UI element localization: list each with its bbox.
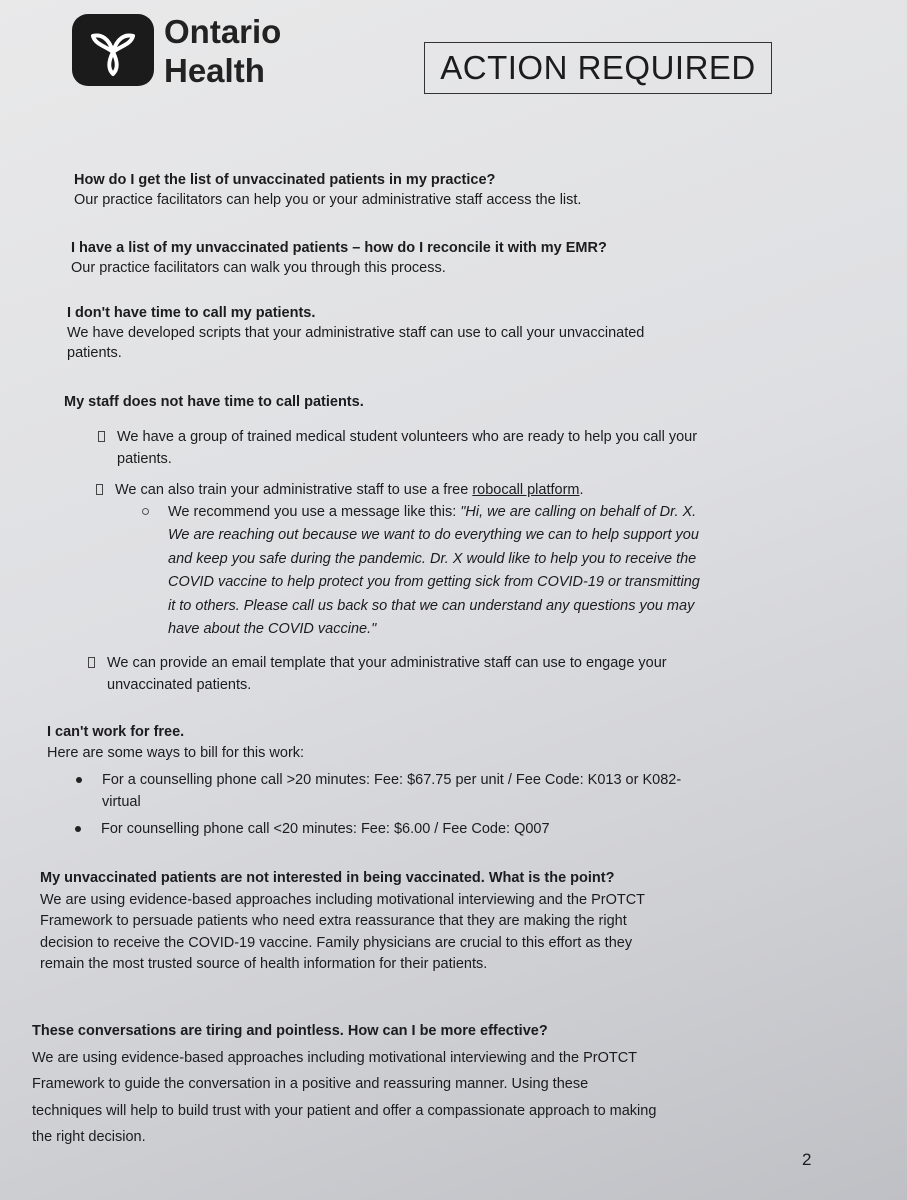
option-student-volunteers [117,426,697,470]
ontario-health-wordmark [164,12,281,90]
billing-text-line: For a counselling phone call >20 minutes: Fee: $67.75 per unit / Fee Code: K013 or K082- [102,772,682,788]
faq-answer-line: Framework to guide the conversation in a positive and reassuring manner. Using these [32,1076,589,1092]
option-text-line: unvaccinated patients. [107,677,252,693]
billing-item-under-20 [101,818,550,840]
faq-question: My staff does not have time to call patients. [64,394,364,410]
page-number: 2 [802,1150,812,1169]
billing-text-line: virtual [102,794,141,810]
bullet-icon [75,826,81,832]
checkbox-icon [88,657,95,668]
robocall-platform-link[interactable]: robocall platform [472,482,580,498]
faq-question: I have a list of my unvaccinated patients – how do I reconcile it with my EMR? [71,240,607,256]
billing-item-over-20 [102,769,681,813]
sample-message [168,501,700,641]
faq-answer-line: remain the most trusted source of health information for their patients. [40,956,488,972]
action-required-box: ACTION REQUIRED [424,42,772,94]
faq-item-be-more-effective [32,1018,656,1151]
faq-item-not-interested [40,868,645,976]
billing-text: For counselling phone call <20 minutes: Fee: $6.00 / Fee Code: Q007 [101,821,550,837]
faq-item-list-access [74,170,581,210]
logo-line-ontario: Ontario [164,13,282,50]
ontario-trillium-logo-icon [72,14,154,86]
circle-bullet-icon [142,508,149,515]
option-text-line: We have a group of trained medical student volunteers who are ready to help you call your [117,429,698,445]
option-text-line: We can provide an email template that your administrative staff can use to engage your [107,655,667,671]
faq-answer-line: the right decision. [32,1129,146,1145]
sample-message-line: COVID vaccine to help protect you from getting sick from COVID-19 or transmitting [168,574,700,591]
faq-answer-line: We have developed scripts that your administrative staff can use to call your unvaccinated [67,325,645,341]
faq-answer-line: We are using evidence-based approaches including motivational interviewing and the PrOTCT [40,891,646,908]
faq-item-reconcile-emr [71,238,607,278]
faq-question: I don't have time to call my patients. [67,305,316,321]
faq-question: These conversations are tiring and pointless. How can I be more effective? [32,1023,548,1039]
checkbox-icon [96,484,103,495]
faq-answer-line: Framework to persuade patients who need extra reassurance that they are making the right [40,913,627,929]
option-robocall [115,479,584,501]
bullet-icon [76,777,82,783]
faq-answer-line: techniques will help to build trust with your patient and offer a compassionate approach to making [32,1102,657,1119]
faq-answer: Our practice facilitators can walk you through this process. [71,260,446,276]
faq-answer-line: decision to receive the COVID-19 vaccine. Family physicians are crucial to this effort as they [40,934,633,951]
sample-message-line: and keep you safe during the pandemic. Dr. X would like to help you to receive the [168,550,697,567]
faq-item-no-time-to-call [67,303,644,363]
faq-question: My unvaccinated patients are not interested in being vaccinated. What is the point? [40,870,615,886]
sample-message-line: it to others. Please call us back so that we can understand any questions you may [168,597,695,614]
faq-answer-line: We are using evidence-based approaches including motivational interviewing and the PrOTCT [32,1049,638,1066]
sample-message-line: We are reaching out because we want to do everything we can to help support you [168,527,699,544]
sample-message-prefix: We recommend you use a message like this: [168,504,461,520]
faq-item-billing [47,722,304,764]
option-text-line: patients. [117,451,172,467]
logo-line-health: Health [164,52,265,89]
faq-item-staff-no-time [64,392,364,412]
faq-answer: Our practice facilitators can help you or your administrative staff access the list. [74,192,582,208]
option-text: We can also train your administrative staff to use a free [115,482,473,498]
faq-answer: Here are some ways to bill for this work: [47,745,305,761]
checkbox-icon [98,431,105,442]
faq-question: How do I get the list of unvaccinated patients in my practice? [74,172,496,188]
sample-message-line: have about the COVID vaccine." [168,621,377,638]
faq-question: I can't work for free. [47,724,185,740]
sample-message-line: "Hi, we are calling on behalf of Dr. X. [460,504,697,520]
faq-answer-line: patients. [67,345,122,361]
option-email-template [107,652,667,696]
option-text-end: . [579,482,584,498]
